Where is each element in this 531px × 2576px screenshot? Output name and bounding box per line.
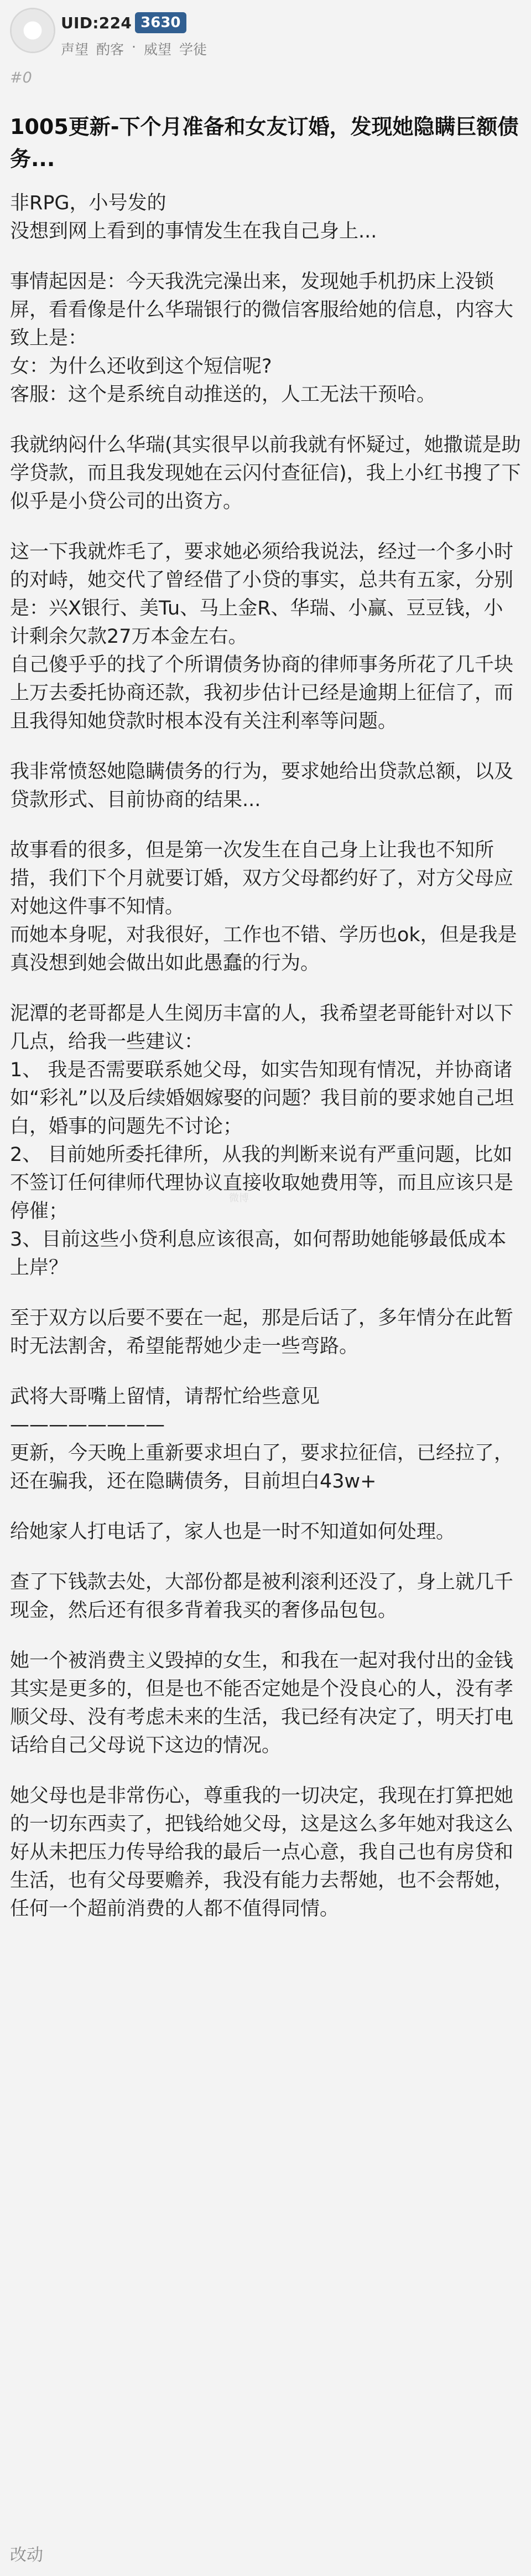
paragraph-5: 我非常愤怒她隐瞒债务的行为，要求她给出贷款总额，以及贷款形式、目前协商的结果... — [10, 761, 514, 811]
paragraph-1: 非RPG，小号发的 没想到网上看到的事情发生在我自己身上... — [10, 192, 377, 242]
meta-separator: · — [132, 39, 136, 55]
paragraph-13: 她父母也是非常伤心，尊重我的一切决定，我现在打算把她的一切东西卖了，把钱给她父母，这是这么多年她对我这么好从未把压力传导给我的最后一点心意，我自己也有房贷和生活，也有父母要赡养，我没有能力去帮她，也不会帮她，任何一个超前消费的人都不值得同情。 — [10, 1785, 514, 1920]
prestige-label: 威望 — [143, 42, 171, 58]
post-title: 1005更新-下个月准备和女友订婚，发现她隐瞒巨额债务... — [10, 115, 519, 171]
watermark: 微博 — [229, 1193, 249, 1204]
post-header — [0, 0, 531, 66]
paragraph-3: 我就纳闷什么华瑞(其实很早以前我就有怀疑过，她撒谎是助学贷款，而且我发现她在云闪付查征信)，我上小红书搜了下似乎是小贷公司的出资方。 — [10, 434, 521, 513]
avatar-image — [12, 9, 54, 51]
prestige-value: 学徒 — [179, 42, 207, 58]
post-content — [10, 111, 521, 1945]
reputation-value: 酌客 — [96, 42, 124, 58]
avatar[interactable] — [10, 8, 55, 53]
uid-badge: 3630 — [135, 12, 186, 33]
paragraph-10: 给她家人打电话了，家人也是一时不知道如何处理。 — [10, 1521, 456, 1543]
paragraph-9: 武将大哥嘴上留情，请帮忙给些意见 ———————— 更新，今天晚上重新要求坦白了，要求拉征信，已经拉了，还在骗我，还在隐瞒债务，目前坦白43w+ — [10, 1386, 514, 1493]
paragraph-2: 事情起因是：今天我洗完澡出来，发现她手机扔床上没锁屏，看看像是什么华瑞银行的微信客服给她的信息，内容大致上是： 女：为什么还收到这个短信呢? 客服：这个是系统自动推送的，人工无法干预哈。 — [10, 271, 514, 406]
uid-row — [61, 12, 186, 33]
paragraph-6: 故事看的很多，但是第一次发生在自己身上让我也不知所措，我们下个月就要订婚，双方父母都约好了，对方父母应对她这件事不知情。 而她本身呢，对我很好，工作也不错、学历也ok，但是我是真没想到她会做出如此愚蠢的行为。 — [10, 839, 517, 974]
paragraph-11: 查了下钱款去处，大部份都是被利滚利还没了，身上就几千现金，然后还有很多背着我买的奢侈品包包。 — [10, 1571, 514, 1622]
floor-number: #0 — [10, 69, 32, 86]
paragraph-12: 她一个被消费主义毁掉的女生，和我在一起对我付出的金钱其实是更多的，但是也不能否定她是个没良心的人，没有孝顺父母、没有考虑未来的生活，我已经有决定了，明天打电话给自己父母说下这边的情况。 — [10, 1650, 514, 1757]
user-meta — [61, 39, 207, 59]
paragraph-4: 这一下我就炸毛了，要求她必须给我说法，经过一个多小时的对峙，她交代了曾经借了小贷的事实，总共有五家，分别是：兴X银行、美Tu、马上金R、华瑞、小赢、豆豆钱，小计剩余欠款27万本金左右。 自己傻乎乎的找了个所谓债务协商的律师事务所花了几千块上万去委托协商还款，我初步估计已经是逾期上征信了，而且我得知她贷款时根本没有关注利率等问题。 — [10, 541, 514, 732]
paragraph-8: 至于双方以后要不要在一起，那是后话了，多年情分在此暂时无法割舍，希望能帮她少走一些弯路。 — [10, 1307, 514, 1357]
reputation-label: 声望 — [61, 42, 89, 58]
uid-label[interactable]: UID:224 — [61, 13, 132, 32]
edit-note: 改动 — [10, 2546, 43, 2565]
paragraph-7: 泥潭的老哥都是人生阅历丰富的人，我希望老哥能针对以下几点，给我一些建议： 1、 我是否需要联系她父母，如实告知现有情况，并协商诸如“彩礼”以及后续婚姻嫁娶的问题？我目前的要求她自己坦白，婚事的问题先不讨论； 2、 目前她所委托律所，从我的判断来说有严重问题，比如不签订任何律师代理协议直接收取她费用等，而且应该只是停催； 3、目前这些小贷利息应该很高，如何帮助她能够最低成本上岸？ — [10, 1003, 514, 1279]
